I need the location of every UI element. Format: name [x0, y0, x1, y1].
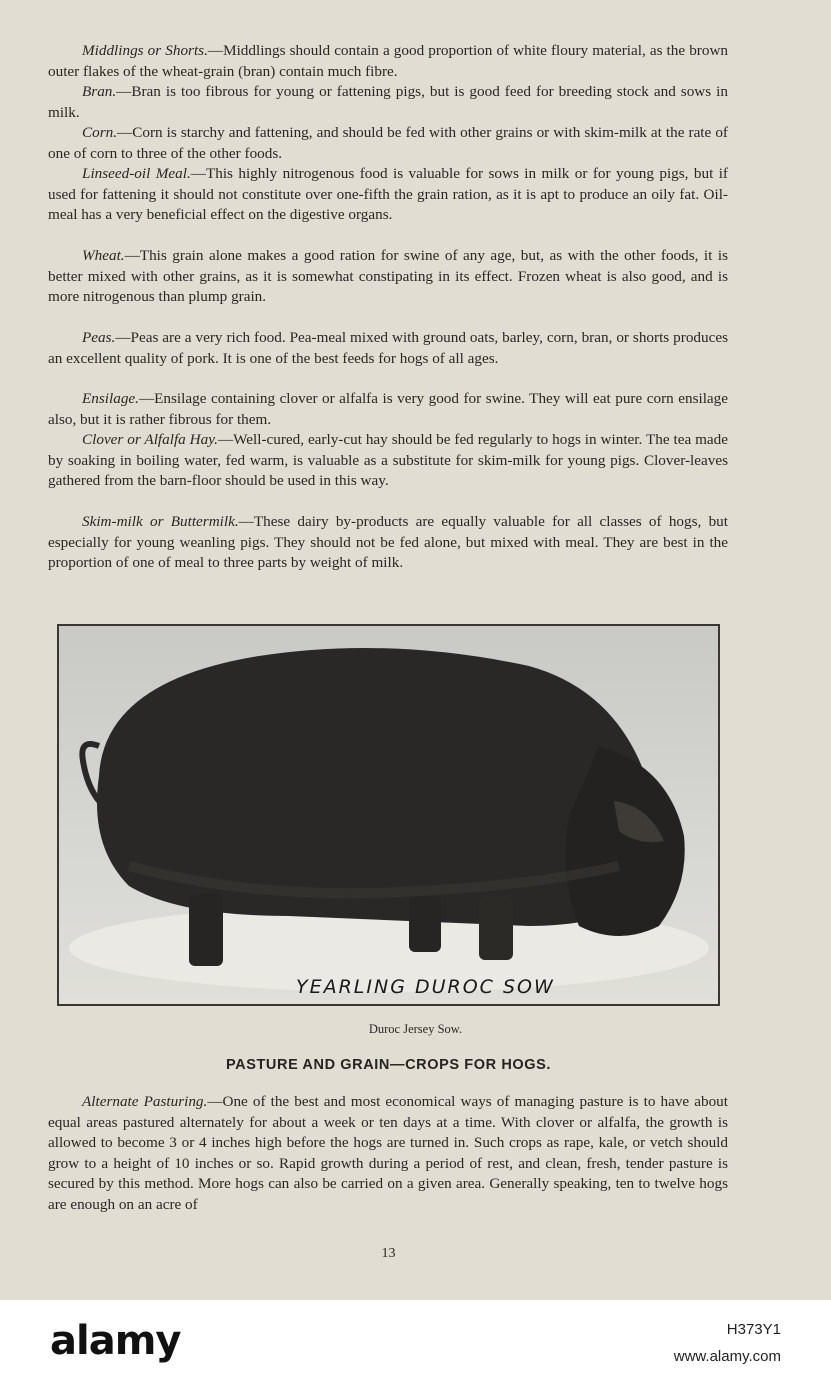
paragraph-text: —One of the best and most economical ways of managing pasture is to have about equal areas pastured alternately for about a week or ten days at a time. With clover or alfalfa, the growth is allowed to become 3 or 4 inches high before the hogs are turned in. Such crops as rape, kale, or vetch should grow to a height of 10 inches or so. Rapid growth during a period of rest, and clean, fresh, tender pasture is secured by this method. More hogs can also be carried on a given area. Generally speaking, ten to twelve hogs are enough on an acre of — [48, 1093, 728, 1213]
paragraph-text: —Middlings should contain a good proportion of white floury material, as the brown outer flakes of the wheat-grain (bran) contain much fibre. — [48, 42, 729, 80]
paragraph-lead: Skim-milk or Buttermilk. — [82, 513, 239, 530]
paragraph-bran — [48, 82, 728, 123]
paragraph-skim-milk — [48, 512, 728, 574]
sow-front-leg — [409, 896, 441, 952]
paragraph-text: —Well-cured, early-cut hay should be fed regularly to hogs in winter. The tea made by soaking in boiling water, fed warm, is valuable as a substitute for skim-milk for young pigs. Clover-leaves gathered from the barn-floor should be used in this way. — [48, 431, 729, 490]
paragraph-text: —This grain alone makes a good ration for swine of any age, but, as with the other foods, it is better mixed with other grains, as it is somewhat constipating in its effect. Frozen wheat is also good, and is more nitrogenous than plump grain. — [48, 247, 728, 306]
image-id: H373Y1 — [726, 1321, 781, 1338]
paragraph-text: —These dairy by-products are equally valuable for all classes of hogs, but especially for young weanling pigs. They should not be fed alone, but mixed with meal. They are best in the proportion of one of meal to three parts by weight of milk. — [48, 513, 728, 572]
paragraph-corn — [48, 123, 728, 164]
paragraph-lead: Peas. — [82, 329, 116, 346]
paragraph-clover-hay — [48, 430, 728, 492]
paragraph-alternate-pasturing — [48, 1092, 728, 1216]
paragraph-middlings — [48, 41, 728, 82]
paragraph-wheat — [48, 246, 728, 308]
paragraph-text: —Ensilage containing clover or alfalfa is very good for swine. They will eat pure corn ensilage also, but it is rather fibrous for them. — [48, 390, 728, 428]
paragraph-text: —Corn is starchy and fattening, and should be fed with other grains or with skim-milk at the rate of one of corn to three of the other foods. — [48, 124, 728, 162]
paragraph-lead: Ensilage. — [82, 390, 139, 407]
paragraph-lead: Linseed-oil Meal. — [82, 165, 191, 182]
paragraph-peas — [48, 328, 728, 369]
section-heading: PASTURE AND GRAIN—CROPS FOR HOGS. — [225, 1057, 552, 1073]
paragraph-linseed — [48, 164, 728, 226]
paragraph-lead: Alternate Pasturing. — [82, 1093, 208, 1110]
sow-photograph — [57, 624, 720, 1006]
sow-hind-leg — [189, 894, 223, 966]
page-number: 13 — [381, 1246, 396, 1261]
alamy-logo: alamy — [50, 1318, 181, 1364]
sow-illustration — [59, 626, 718, 1004]
figure-caption: Duroc Jersey Sow. — [368, 1022, 463, 1036]
paragraph-text: —Peas are a very rich food. Pea-meal mixed with ground oats, barley, corn, bran, or shorts produces an excellent quality of pork. It is one of the best feeds for hogs of all ages. — [48, 329, 728, 367]
paragraph-ensilage — [48, 389, 728, 430]
paragraph-lead: Corn. — [82, 124, 118, 141]
paragraph-text: —This highly nitrogenous food is valuable for sows in milk or for young pigs, but if used for fattening it should not constitute over one-fifth the grain ration, as it is apt to produce an oily fat. Oil-meal has a very beneficial effect on the digestive organs. — [48, 165, 728, 224]
paragraph-lead: Middlings or Shorts. — [82, 42, 208, 59]
paragraph-text: —Bran is too fibrous for young or fattening pigs, but is good feed for breeding stock and sows in milk. — [48, 83, 728, 121]
paragraph-lead: Bran. — [82, 83, 117, 100]
sow-tail — [82, 744, 99, 801]
plate-label: YEARLING DUROC SOW — [296, 976, 555, 998]
paragraph-lead: Wheat. — [82, 247, 125, 264]
paragraph-lead: Clover or Alfalfa Hay. — [82, 431, 218, 448]
watermark-url: www.alamy.com — [673, 1348, 781, 1365]
sow-front-leg — [479, 896, 513, 960]
